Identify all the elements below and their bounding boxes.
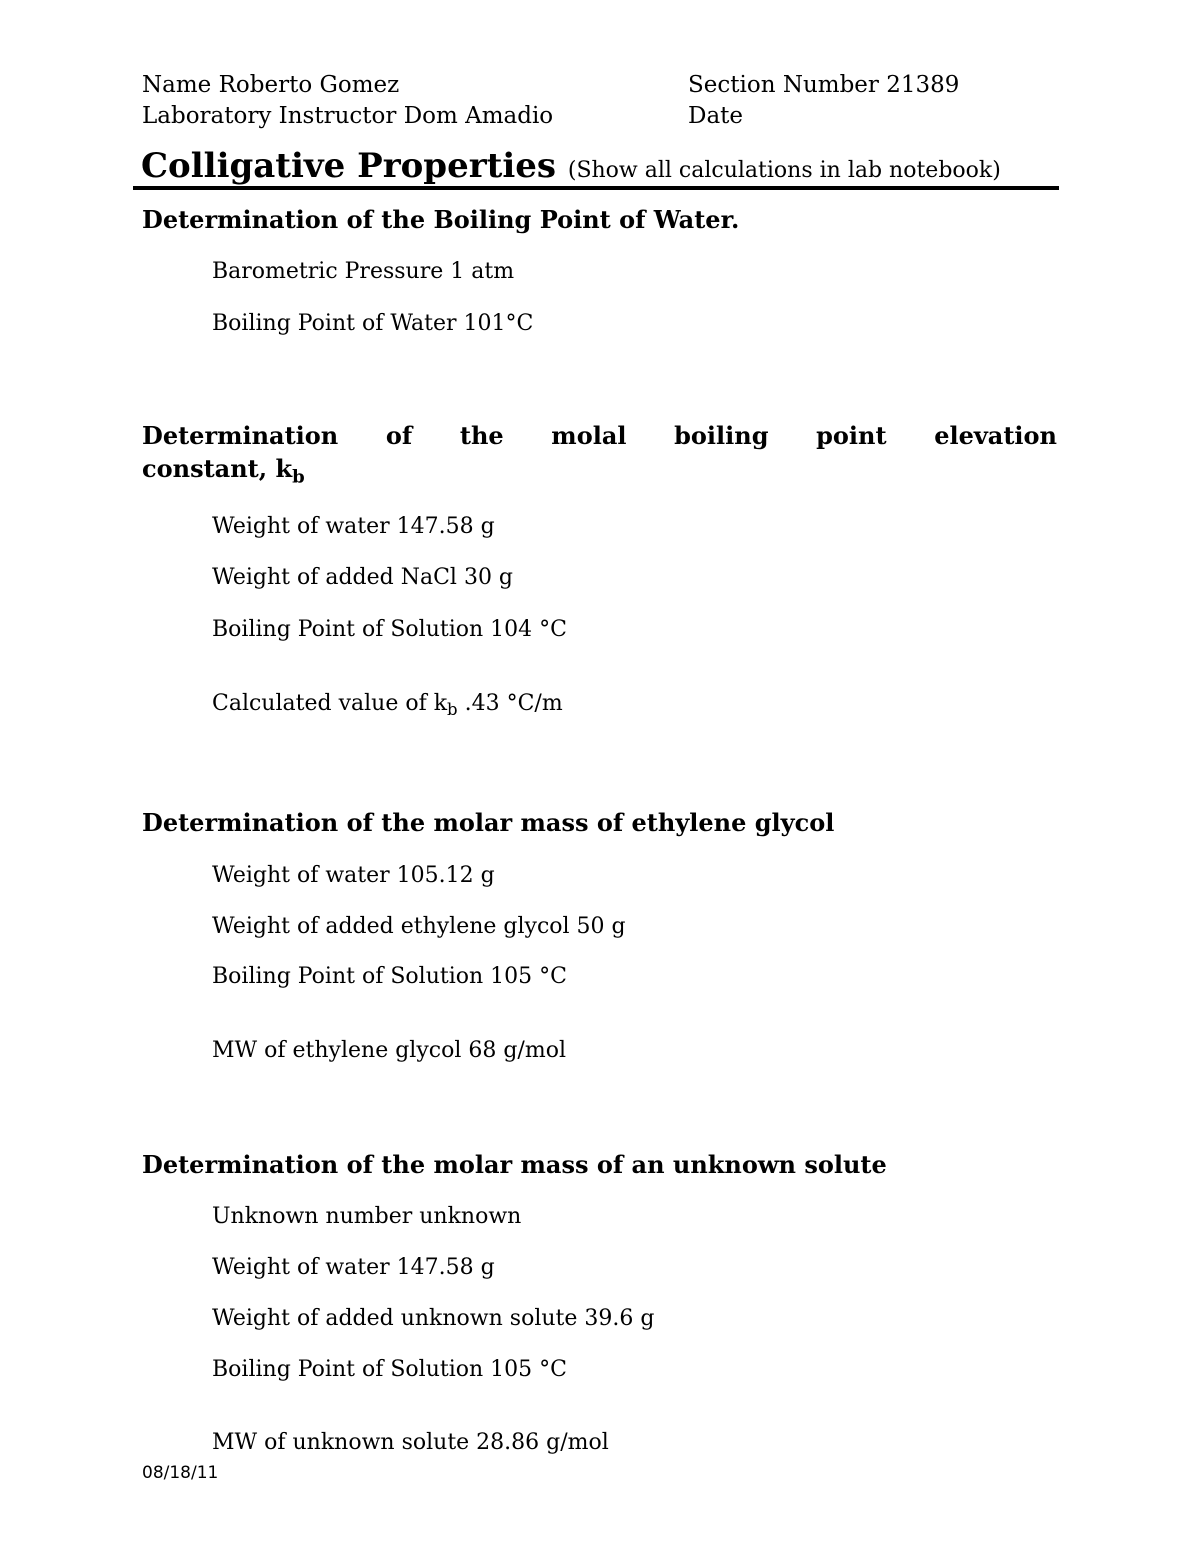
unknown-weight-added: Weight of added unknown solute 39.6 g	[212, 1306, 655, 1331]
heading-word: Determination	[142, 421, 339, 450]
glycol-weight-added: Weight of added ethylene glycol 50 g	[212, 914, 626, 939]
nacl-weight-added: Weight of added NaCl 30 g	[212, 565, 514, 590]
nacl-weight-water: Weight of water 147.58 g	[212, 514, 495, 539]
unknown-solution-boiling-point: Boiling Point of Solution 105 °C	[212, 1357, 567, 1382]
section2-heading-line2	[142, 454, 305, 492]
glycol-weight-water: Weight of water 105.12 g	[212, 863, 495, 888]
heading-line2-text: constant, k	[142, 454, 293, 483]
name-label: Name	[142, 72, 212, 98]
section3-heading: Determination of the molar mass of ethylene glycol	[142, 808, 835, 837]
date-line	[688, 102, 743, 130]
instructor-label: Laboratory Instructor	[142, 103, 397, 129]
title-rule	[133, 186, 1059, 190]
name-line	[142, 71, 399, 99]
heading-word: molal	[551, 421, 627, 450]
glycol-molar-mass: MW of ethylene glycol 68 g/mol	[212, 1038, 566, 1063]
glycol-solution-boiling-point: Boiling Point of Solution 105 °C	[212, 964, 567, 989]
heading-word: the	[459, 421, 504, 450]
kb-value: .43 °C/m	[457, 691, 563, 716]
unknown-molar-mass: MW of unknown solute 28.86 g/mol	[212, 1430, 609, 1455]
kb-calculated	[212, 690, 563, 724]
name-value: Roberto Gomez	[218, 72, 400, 98]
page-title	[141, 146, 1001, 191]
unknown-weight-water: Weight of water 147.58 g	[212, 1255, 495, 1280]
heading-subscript: b	[292, 466, 305, 488]
section-number-label: Section Number	[688, 72, 879, 98]
heading-word: of	[385, 421, 413, 450]
section-number-line	[688, 71, 959, 99]
kb-label: Calculated value of k	[212, 691, 448, 716]
section1-heading: Determination of the Boiling Point of Water.	[142, 205, 740, 234]
water-boiling-point: Boiling Point of Water 101°C	[212, 311, 534, 336]
section-number-value: 21389	[886, 72, 960, 98]
section4-heading: Determination of the molar mass of an unknown solute	[142, 1150, 887, 1179]
heading-word: elevation	[934, 421, 1057, 450]
title-main: Colligative Properties	[141, 146, 557, 186]
barometric-pressure: Barometric Pressure 1 atm	[212, 259, 515, 284]
footer-date: 08/18/11	[142, 1463, 219, 1483]
title-note: (Show all calculations in lab notebook)	[567, 158, 1001, 183]
nacl-solution-boiling-point: Boiling Point of Solution 104 °C	[212, 617, 567, 642]
unknown-number: Unknown number unknown	[212, 1204, 522, 1229]
date-label: Date	[688, 103, 744, 129]
heading-word: boiling	[674, 421, 769, 450]
instructor-line	[142, 102, 553, 130]
kb-subscript: b	[447, 699, 458, 719]
instructor-value: Dom Amadio	[403, 103, 554, 129]
section2-heading-line1	[142, 421, 1057, 451]
heading-word: point	[816, 421, 887, 450]
